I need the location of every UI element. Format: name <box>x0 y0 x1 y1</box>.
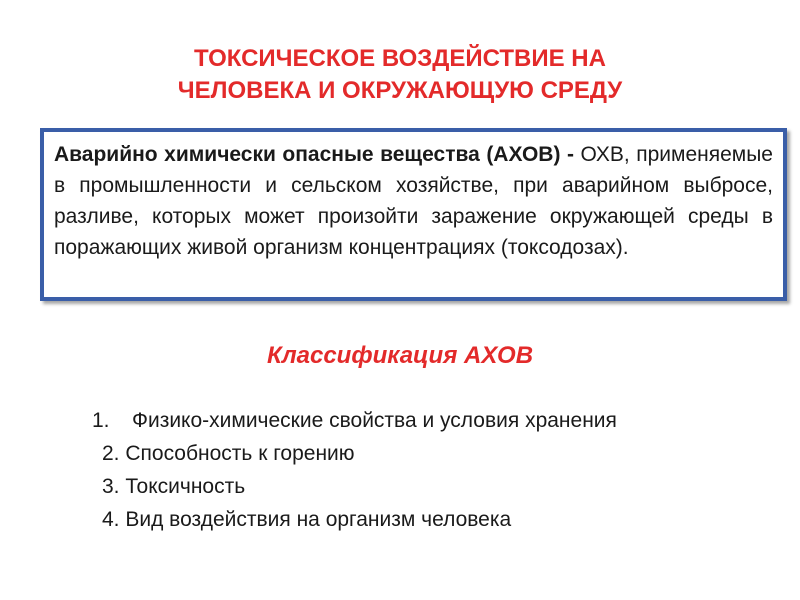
classification-item-4 <box>92 503 782 536</box>
item-text: Способность к горению <box>125 442 355 465</box>
classification-title: Классификация АХОВ <box>266 342 534 369</box>
definition-box <box>40 128 787 301</box>
slide-title-line-1: ТОКСИЧЕСКОЕ ВОЗДЕЙСТВИЕ НА <box>194 45 606 73</box>
classification-item-1 <box>92 404 782 437</box>
definition-term: Аварийно химически опасные вещества (АХОВ) - <box>54 143 574 166</box>
item-number: 1. <box>92 409 110 432</box>
item-number: 3. <box>102 475 120 498</box>
classification-list <box>92 404 782 536</box>
slide-title-line-2: ЧЕЛОВЕКА И ОКРУЖАЮЩУЮ СРЕДУ <box>177 77 623 105</box>
item-number: 2. <box>102 442 120 465</box>
item-text: Вид воздействия на организм человека <box>125 508 512 531</box>
classification-item-2 <box>92 437 782 470</box>
item-text: Физико-химические свойства и условия хранения <box>132 409 617 432</box>
classification-item-3 <box>92 470 782 503</box>
item-number: 4. <box>102 508 120 531</box>
definition-body: ОХВ, применяемые в промышленности и сельском хозяйстве, при аварийном выбросе, разливе, которых может произойти заражение окружающей среды в поражающих живой организм концентрациях (токсодозах). <box>54 143 773 259</box>
slide-title <box>0 43 800 107</box>
item-text: Токсичность <box>125 475 246 498</box>
definition-paragraph <box>54 139 773 263</box>
